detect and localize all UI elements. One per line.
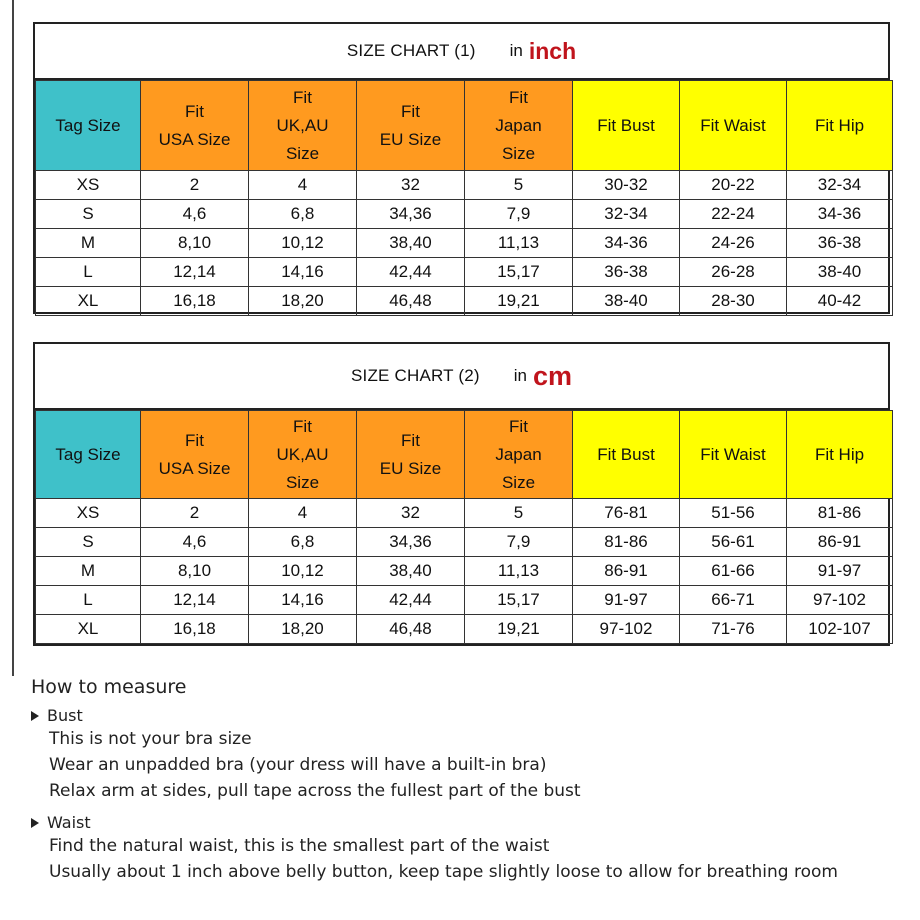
header-fit-bust: Fit Bust: [573, 81, 680, 171]
table-cell: 32-34: [787, 171, 893, 200]
table-cell: 36-38: [787, 229, 893, 258]
table-cell: 56-61: [680, 528, 787, 557]
header-eu-size-label: Fit EU Size: [379, 430, 442, 478]
header-usa-size-label: Fit USA Size: [158, 430, 231, 478]
measure-heading: How to measure: [31, 676, 187, 698]
table-cell: 2: [141, 499, 249, 528]
table-cell: 97-102: [787, 586, 893, 615]
table-cell: 8,10: [141, 557, 249, 586]
section-bust: [31, 706, 911, 725]
table-cell: 4,6: [141, 528, 249, 557]
chart-unit-label: inch: [528, 37, 577, 64]
table-cell: L: [36, 258, 141, 287]
table-cell: 20-22: [680, 171, 787, 200]
table-row: [36, 528, 893, 557]
table-cell: M: [36, 557, 141, 586]
chart-title: [35, 344, 888, 410]
header-fit-waist: Fit Waist: [680, 411, 787, 499]
table-cell: 6,8: [249, 528, 357, 557]
table-cell: 12,14: [141, 258, 249, 287]
table-cell: 15,17: [465, 258, 573, 287]
size-chart-inch: [33, 22, 890, 314]
table-cell: 18,20: [249, 287, 357, 316]
waist-instruction: Usually about 1 inch above belly button, keep tape slightly loose to allow for breathing room: [49, 862, 838, 882]
table-cell: 19,21: [465, 287, 573, 316]
table-cell: XS: [36, 499, 141, 528]
table-row: [36, 615, 893, 644]
triangle-bullet-icon: [31, 711, 39, 721]
chart-title: [35, 24, 888, 80]
table-cell: L: [36, 586, 141, 615]
table-row: [36, 200, 893, 229]
header-eu-size: [357, 81, 465, 171]
table-row: [36, 499, 893, 528]
table-cell: 42,44: [357, 586, 465, 615]
table-cell: 16,18: [141, 615, 249, 644]
table-cell: XL: [36, 287, 141, 316]
table-cell: 61-66: [680, 557, 787, 586]
header-uk-au-size: [249, 411, 357, 499]
header-usa-size-label: Fit USA Size: [158, 101, 231, 149]
section-waist: [31, 813, 911, 832]
table-row: [36, 586, 893, 615]
table-row: [36, 557, 893, 586]
table-cell: 91-97: [787, 557, 893, 586]
header-row: [36, 411, 893, 499]
table-cell: 15,17: [465, 586, 573, 615]
table-cell: 40-42: [787, 287, 893, 316]
size-chart-cm: [33, 342, 890, 646]
table-cell: 4,6: [141, 200, 249, 229]
table-cell: 42,44: [357, 258, 465, 287]
table-cell: 38-40: [573, 287, 680, 316]
table-row: [36, 229, 893, 258]
table-row: [36, 171, 893, 200]
table-cell: 30-32: [573, 171, 680, 200]
table-cell: 51-56: [680, 499, 787, 528]
table-cell: 71-76: [680, 615, 787, 644]
header-eu-size-label: Fit EU Size: [379, 101, 442, 149]
header-fit-waist: Fit Waist: [680, 81, 787, 171]
header-uk-au-size-label: Fit UK,AU Size: [276, 416, 329, 492]
table-cell: 36-38: [573, 258, 680, 287]
table-cell: 32: [357, 499, 465, 528]
section-bust-label: Bust: [47, 706, 83, 725]
header-fit-hip: Fit Hip: [787, 411, 893, 499]
table-cell: 22-24: [680, 200, 787, 229]
table-cell: S: [36, 200, 141, 229]
table-cell: M: [36, 229, 141, 258]
table-cell: 32-34: [573, 200, 680, 229]
table-row: [36, 258, 893, 287]
chart-unit-label: cm: [532, 360, 572, 391]
header-tag-size: Tag Size: [36, 81, 141, 171]
table-cell: 7,9: [465, 528, 573, 557]
table-cell: 2: [141, 171, 249, 200]
table-cell: 28-30: [680, 287, 787, 316]
chart-in-label: in: [509, 41, 523, 60]
chart-title-text: SIZE CHART (2): [350, 366, 480, 385]
table-cell: 5: [465, 499, 573, 528]
left-border-line: [12, 0, 14, 676]
table-cell: 16,18: [141, 287, 249, 316]
table-cell: 11,13: [465, 229, 573, 258]
table-cell: 12,14: [141, 586, 249, 615]
table-cell: 10,12: [249, 229, 357, 258]
table-cell: S: [36, 528, 141, 557]
table-cell: 6,8: [249, 200, 357, 229]
table-cell: 32: [357, 171, 465, 200]
bust-instruction: Relax arm at sides, pull tape across the fullest part of the bust: [49, 781, 581, 801]
table-cell: 81-86: [573, 528, 680, 557]
waist-instruction: Find the natural waist, this is the smallest part of the waist: [49, 836, 550, 856]
table-cell: 34-36: [573, 229, 680, 258]
table-cell: 66-71: [680, 586, 787, 615]
table-cell: 10,12: [249, 557, 357, 586]
header-japan-size: [465, 411, 573, 499]
table-cell: 26-28: [680, 258, 787, 287]
table-cell: 5: [465, 171, 573, 200]
table-cell: 38,40: [357, 229, 465, 258]
bust-instruction: This is not your bra size: [49, 729, 252, 749]
table-cell: 8,10: [141, 229, 249, 258]
chart-title-text: SIZE CHART (1): [346, 41, 476, 60]
table-cell: 4: [249, 171, 357, 200]
table-cell: 97-102: [573, 615, 680, 644]
header-uk-au-size-label: Fit UK,AU Size: [276, 87, 329, 163]
table-cell: 14,16: [249, 258, 357, 287]
measure-instructions: [31, 676, 911, 888]
table-cell: XS: [36, 171, 141, 200]
header-japan-size: [465, 81, 573, 171]
table-cell: 34,36: [357, 528, 465, 557]
header-fit-hip: Fit Hip: [787, 81, 893, 171]
table-cell: 81-86: [787, 499, 893, 528]
header-eu-size: [357, 411, 465, 499]
table-cell: 91-97: [573, 586, 680, 615]
table-cell: 86-91: [787, 528, 893, 557]
size-table: [35, 410, 893, 644]
header-tag-size: Tag Size: [36, 411, 141, 499]
section-waist-label: Waist: [47, 813, 91, 832]
table-cell: 7,9: [465, 200, 573, 229]
size-table: [35, 80, 893, 316]
table-cell: 19,21: [465, 615, 573, 644]
header-fit-bust: Fit Bust: [573, 411, 680, 499]
header-japan-size-label: Fit Japan Size: [495, 87, 542, 163]
table-cell: 38,40: [357, 557, 465, 586]
table-row: [36, 287, 893, 316]
table-cell: 38-40: [787, 258, 893, 287]
chart-in-label: in: [513, 366, 527, 385]
table-cell: 34-36: [787, 200, 893, 229]
triangle-bullet-icon: [31, 818, 39, 828]
header-uk-au-size: [249, 81, 357, 171]
table-cell: 102-107: [787, 615, 893, 644]
table-cell: 46,48: [357, 287, 465, 316]
table-cell: 14,16: [249, 586, 357, 615]
header-japan-size-label: Fit Japan Size: [495, 416, 542, 492]
table-cell: 34,36: [357, 200, 465, 229]
table-cell: 11,13: [465, 557, 573, 586]
table-cell: XL: [36, 615, 141, 644]
table-cell: 4: [249, 499, 357, 528]
header-row: [36, 81, 893, 171]
table-cell: 24-26: [680, 229, 787, 258]
header-usa-size: [141, 411, 249, 499]
bust-instruction: Wear an unpadded bra (your dress will have a built-in bra): [49, 755, 547, 775]
table-cell: 76-81: [573, 499, 680, 528]
table-cell: 46,48: [357, 615, 465, 644]
table-cell: 86-91: [573, 557, 680, 586]
table-cell: 18,20: [249, 615, 357, 644]
header-usa-size: [141, 81, 249, 171]
